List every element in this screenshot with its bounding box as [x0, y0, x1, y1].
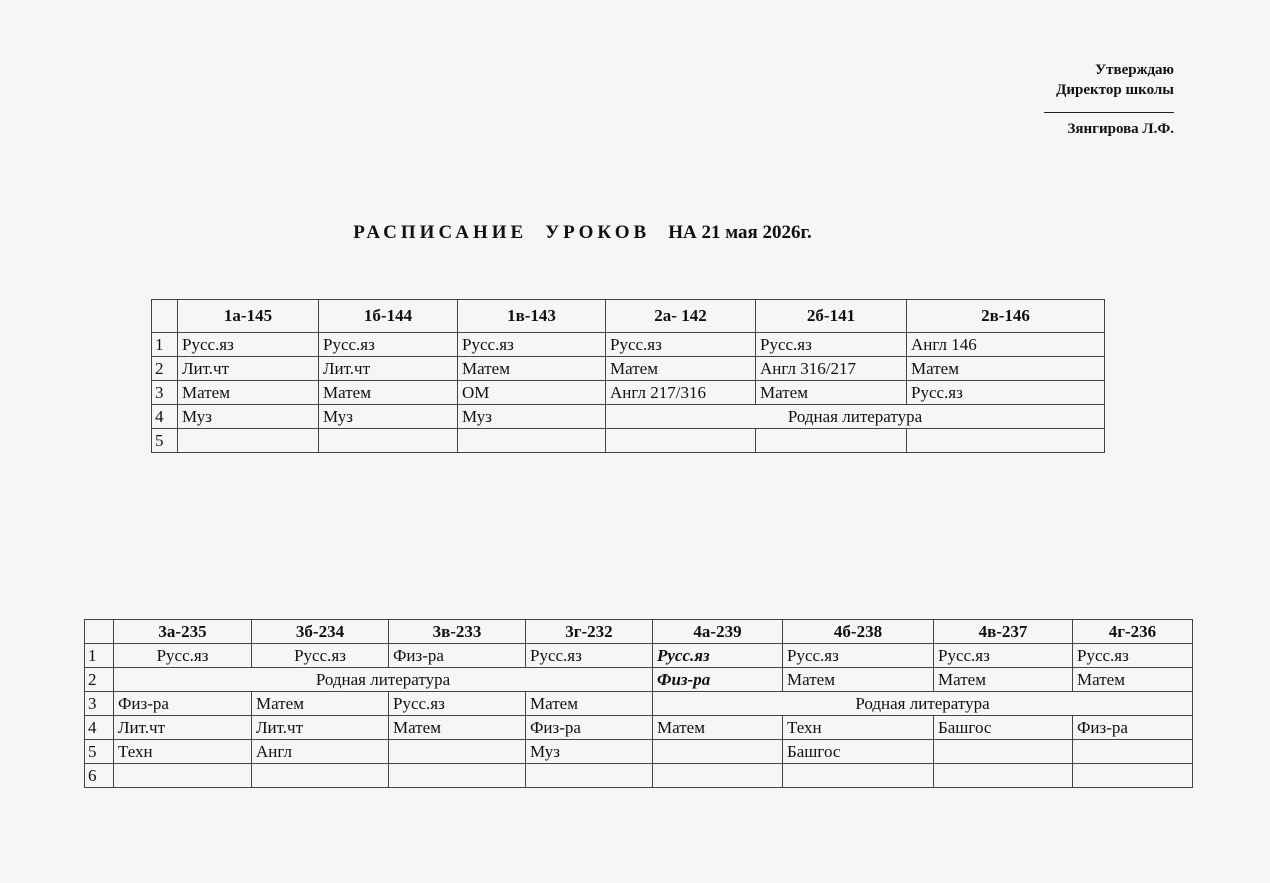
lesson-cell: Лит.чт	[252, 716, 389, 740]
lesson-cell: Башгос	[783, 740, 934, 764]
lesson-cell	[907, 429, 1105, 453]
approval-position: Директор школы	[1056, 82, 1174, 98]
lesson-cell	[389, 764, 526, 788]
lesson-cell: Техн	[783, 716, 934, 740]
title-part-date: НА 21 мая 2026г.	[668, 222, 812, 243]
title-part-lessons: УРОКОВ	[545, 222, 651, 243]
table-row	[152, 357, 1105, 381]
lesson-cell: Англ 217/316	[606, 381, 756, 405]
lesson-number: 2	[152, 357, 178, 381]
class-header: 1б-144	[319, 300, 458, 333]
lesson-cell: Матем	[606, 357, 756, 381]
lesson-cell	[114, 764, 252, 788]
lesson-cell: Русс.яз	[458, 333, 606, 357]
lesson-cell: Муз	[319, 405, 458, 429]
lesson-cell: Русс.яз	[389, 692, 526, 716]
lesson-number: 1	[152, 333, 178, 357]
table-row	[85, 692, 1193, 716]
lesson-cell: Матем	[389, 716, 526, 740]
table-row	[152, 429, 1105, 453]
lesson-cell	[178, 429, 319, 453]
lesson-cell: Физ-ра	[526, 716, 653, 740]
approval-block	[1044, 60, 1174, 139]
lesson-cell	[319, 429, 458, 453]
lesson-cell: Русс.яз	[178, 333, 319, 357]
lesson-cell: Матем	[319, 381, 458, 405]
table-header-row	[152, 300, 1105, 333]
corner-cell	[152, 300, 178, 333]
table-row	[85, 764, 1193, 788]
lesson-cell: Англ 316/217	[756, 357, 907, 381]
lesson-cell: Физ-ра	[1073, 716, 1193, 740]
lesson-cell: Башгос	[934, 716, 1073, 740]
lesson-cell	[458, 429, 606, 453]
lesson-cell: Русс.яз	[252, 644, 389, 668]
class-header: 3б-234	[252, 620, 389, 644]
lesson-cell: Матем	[178, 381, 319, 405]
lesson-cell	[653, 764, 783, 788]
lesson-cell: Русс.яз	[653, 644, 783, 668]
lesson-cell: ОМ	[458, 381, 606, 405]
lesson-number: 4	[152, 405, 178, 429]
lesson-cell	[934, 740, 1073, 764]
table-row	[85, 716, 1193, 740]
approval-label: Утверждаю	[1095, 62, 1174, 78]
table-header-row	[85, 620, 1193, 644]
schedule-table-grades-3-4	[84, 619, 1193, 788]
lesson-cell	[389, 740, 526, 764]
table-row	[85, 644, 1193, 668]
class-header: 1в-143	[458, 300, 606, 333]
table-row	[152, 405, 1105, 429]
lesson-cell: Русс.яз	[319, 333, 458, 357]
class-header: 3в-233	[389, 620, 526, 644]
lesson-cell	[606, 429, 756, 453]
lesson-number: 5	[152, 429, 178, 453]
lesson-cell: Матем	[783, 668, 934, 692]
lesson-cell: Матем	[934, 668, 1073, 692]
class-header: 4б-238	[783, 620, 934, 644]
class-header: 2б-141	[756, 300, 907, 333]
lesson-cell: Матем	[252, 692, 389, 716]
title-part-schedule: РАСПИСАНИЕ	[353, 222, 528, 243]
lesson-cell: Физ-ра	[389, 644, 526, 668]
lesson-cell: Физ-ра	[114, 692, 252, 716]
lesson-cell: Матем	[458, 357, 606, 381]
lesson-cell: Русс.яз	[783, 644, 934, 668]
merged-lesson-cell: Родная литература	[653, 692, 1193, 716]
merged-lesson-cell: Родная литература	[606, 405, 1105, 429]
lesson-cell: Русс.яз	[114, 644, 252, 668]
table-row	[152, 381, 1105, 405]
signature-line	[1044, 112, 1174, 113]
lesson-cell: Русс.яз	[1073, 644, 1193, 668]
table-row	[85, 740, 1193, 764]
class-header: 3г-232	[526, 620, 653, 644]
lesson-cell: Англ	[252, 740, 389, 764]
lesson-cell: Англ 146	[907, 333, 1105, 357]
page-title	[0, 222, 1270, 244]
lesson-cell	[934, 764, 1073, 788]
lesson-cell: Лит.чт	[319, 357, 458, 381]
lesson-cell	[252, 764, 389, 788]
lesson-cell	[526, 764, 653, 788]
schedule-table-grades-1-2	[151, 299, 1105, 453]
lesson-number: 3	[152, 381, 178, 405]
lesson-number: 5	[85, 740, 114, 764]
lesson-cell	[783, 764, 934, 788]
lesson-cell	[1073, 764, 1193, 788]
class-header: 1а-145	[178, 300, 319, 333]
table-row	[85, 668, 1193, 692]
class-header: 4г-236	[1073, 620, 1193, 644]
merged-lesson-cell: Родная литература	[114, 668, 653, 692]
lesson-cell: Муз	[458, 405, 606, 429]
lesson-cell: Матем	[756, 381, 907, 405]
class-header: 2а- 142	[606, 300, 756, 333]
lesson-cell: Лит.чт	[114, 716, 252, 740]
lesson-cell: Матем	[907, 357, 1105, 381]
lesson-cell: Русс.яз	[934, 644, 1073, 668]
lesson-number: 3	[85, 692, 114, 716]
lesson-cell: Матем	[653, 716, 783, 740]
approval-name: Зянгирова Л.Ф.	[1067, 121, 1174, 137]
table-row	[152, 333, 1105, 357]
lesson-cell: Русс.яз	[606, 333, 756, 357]
lesson-cell: Лит.чт	[178, 357, 319, 381]
lesson-cell	[756, 429, 907, 453]
class-header: 3а-235	[114, 620, 252, 644]
lesson-number: 6	[85, 764, 114, 788]
corner-cell	[85, 620, 114, 644]
lesson-cell: Русс.яз	[756, 333, 907, 357]
lesson-cell	[653, 740, 783, 764]
class-header: 4в-237	[934, 620, 1073, 644]
lesson-number: 2	[85, 668, 114, 692]
class-header: 2в-146	[907, 300, 1105, 333]
lesson-cell: Матем	[1073, 668, 1193, 692]
lesson-cell: Матем	[526, 692, 653, 716]
lesson-number: 1	[85, 644, 114, 668]
lesson-number: 4	[85, 716, 114, 740]
lesson-cell: Муз	[526, 740, 653, 764]
lesson-cell: Физ-ра	[653, 668, 783, 692]
lesson-cell: Муз	[178, 405, 319, 429]
lesson-cell	[1073, 740, 1193, 764]
class-header: 4а-239	[653, 620, 783, 644]
lesson-cell: Техн	[114, 740, 252, 764]
lesson-cell: Русс.яз	[526, 644, 653, 668]
lesson-cell: Русс.яз	[907, 381, 1105, 405]
